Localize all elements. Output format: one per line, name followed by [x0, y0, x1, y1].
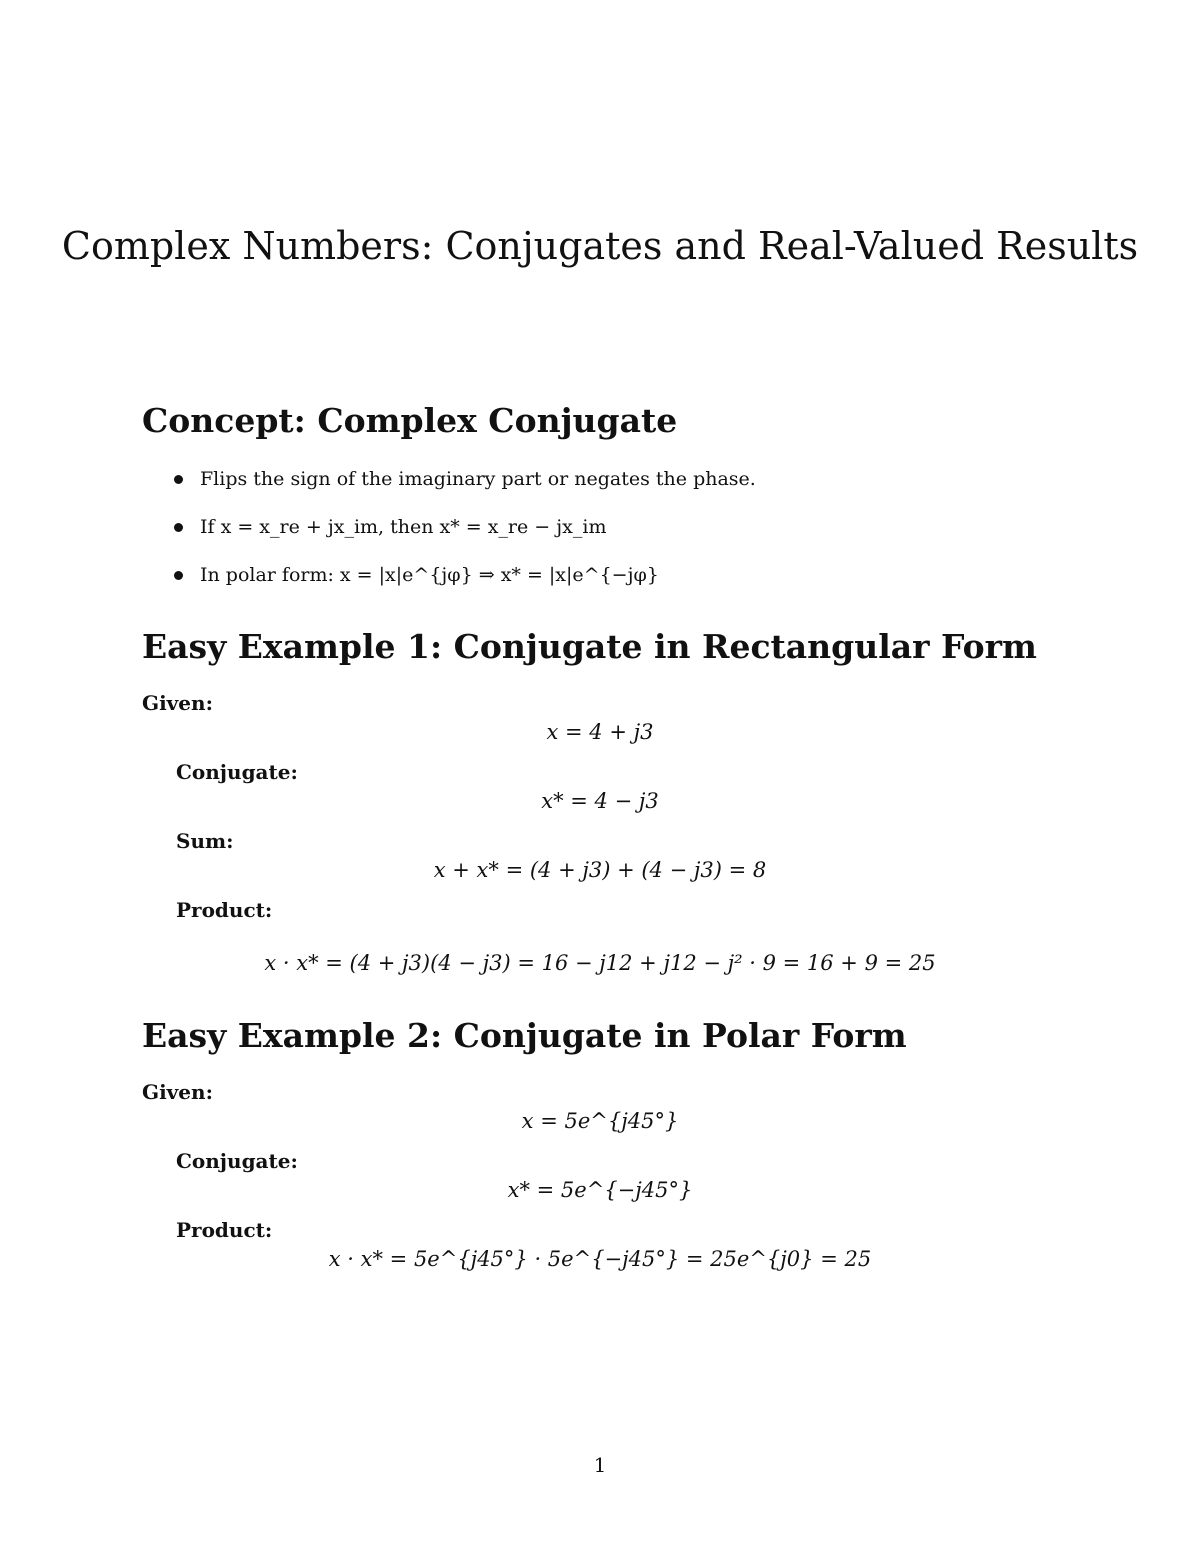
- sum-label: Sum:: [176, 829, 234, 853]
- conjugate-label: Conjugate:: [176, 1149, 298, 1173]
- bullet-dot-icon: [174, 475, 183, 484]
- product-equation: x · x* = (4 + j3)(4 − j3) = 16 − j12 + j12 − j² · 9 = 16 + 9 = 25: [264, 951, 936, 975]
- conjugate-label: Conjugate:: [176, 760, 298, 784]
- product-equation: x · x* = 5e^{j45°} · 5e^{−j45°} = 25e^{j0} = 25: [328, 1247, 872, 1271]
- given-equation: x = 4 + j3: [546, 720, 654, 744]
- product-label: Product:: [176, 898, 273, 922]
- section-heading-concept: Concept: Complex Conjugate: [142, 401, 678, 440]
- bullet-dot-icon: [174, 523, 183, 532]
- concept-bullet-1: [172, 466, 756, 514]
- section-heading-example-2: Easy Example 2: Conjugate in Polar Form: [142, 1016, 907, 1055]
- product-label: Product:: [176, 1218, 273, 1242]
- concept-bullet-2: [172, 514, 756, 562]
- given-equation: x = 5e^{j45°}: [521, 1109, 679, 1133]
- bullet-dot-icon: [174, 571, 183, 580]
- conjugate-equation: x* = 5e^{−j45°}: [507, 1178, 693, 1202]
- page-title: Complex Numbers: Conjugates and Real-Valued Results: [61, 224, 1139, 268]
- given-label: Given:: [142, 1080, 213, 1104]
- page-number: 1: [593, 1453, 607, 1477]
- conjugate-equation: x* = 4 − j3: [541, 789, 659, 813]
- bullet-text: In polar form: x = |x|e^{jφ} ⇒ x* = |x|e^{−jφ}: [200, 564, 659, 586]
- given-label: Given:: [142, 691, 213, 715]
- bullet-text: Flips the sign of the imaginary part or negates the phase.: [200, 468, 756, 490]
- concept-bullet-3: [172, 562, 756, 610]
- sum-equation: x + x* = (4 + j3) + (4 − j3) = 8: [433, 858, 767, 882]
- bullet-text: If x = x_re + jx_im, then x* = x_re − jx_im: [200, 516, 607, 538]
- section-heading-example-1: Easy Example 1: Conjugate in Rectangular Form: [142, 627, 1037, 666]
- concept-bullet-list: [172, 466, 756, 610]
